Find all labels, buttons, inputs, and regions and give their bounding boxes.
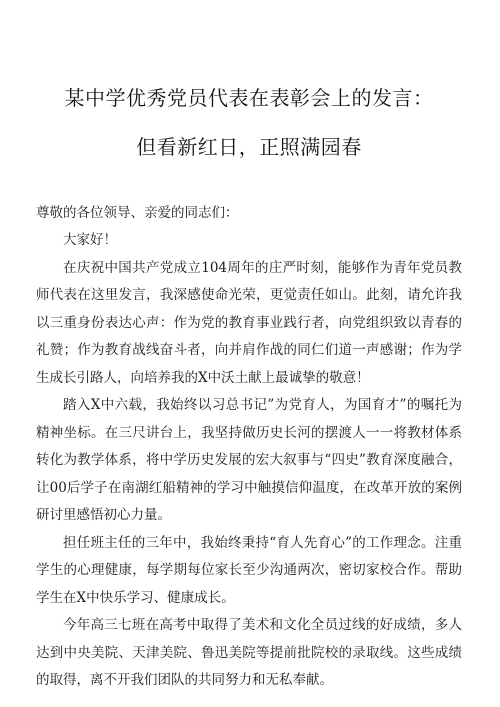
paragraph-2: 踏入X中六载，我始终以习总书记”为党育人，为国育才”的嘱托为精神坐标。在三尺讲台上，我坚持做历史长河的摆渡人一一将教材体系转化为教学体系，将中学历史发展的宏大叙事与“四史”教育深度融合，让00后学子在南湖红船精神的学习中触摸信仰温度，在改革开放的案例研讨里感悟初心力量。: [36, 397, 462, 523]
salutation: 尊敬的各位领导、亲爱的同志们：: [36, 205, 239, 221]
paragraph-4: 今年高三七班在高考中取得了美术和文化全员过线的好成绩，多人达到中央美院、天津美院、鲁迅美院等提前批院校的录取线。这些成绩的取得，离不开我们团队的共同努力和无私奉献。: [36, 617, 462, 688]
greeting: 大家好！: [63, 232, 117, 248]
paragraph-1: 在庆祝中国共产党成立104周年的庄严时刻，能够作为青年党员教师代表在这里发言，我深感使命光荣，更觉责任如山。此刻，请允许我以三重身份表达心声：作为党的教育事业践行者，向党组织致以青春的礼赞；作为教育战线奋斗者，向并肩作战的同仁们道一声感谢；作为学生成长引路人，向培养我的X中沃土献上最诚挚的敬意！: [36, 259, 462, 386]
paragraph-3: 担任班主任的三年中，我始终秉持“育人先育心”的工作理念。注重学生的心理健康，每学期每位家长至少沟通两次，密切家校合作。帮助学生在X中快乐学习、健康成长。: [36, 534, 462, 606]
document-title-line1: 某中学优秀党员代表在表彰会上的发言：: [64, 86, 434, 110]
document-title-line2: 但看新红日，正照满园春: [136, 135, 362, 159]
